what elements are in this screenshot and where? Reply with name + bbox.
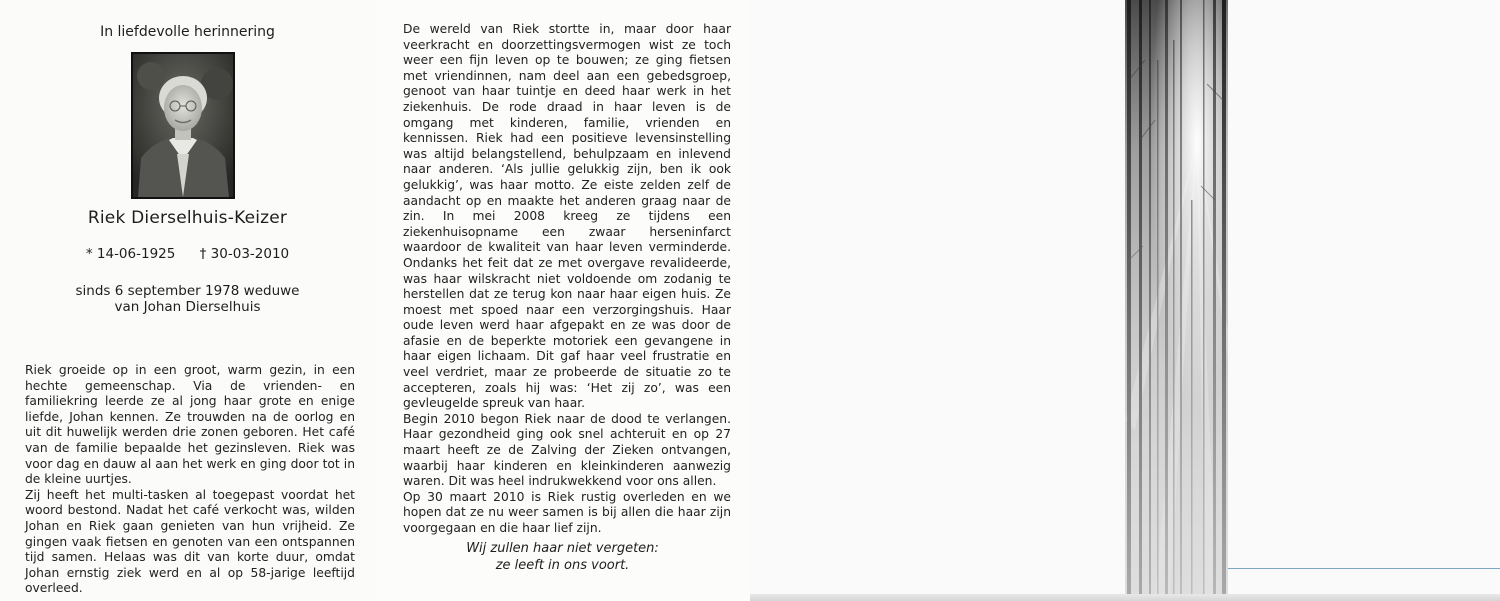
- story-paragraph: De wereld van Riek stortte in, maar door haar veerkracht en doorzettingsvermogen wist ze toch weer een fijn leven op te bouwen; ze ging fietsen met vriendinnen, nam deel aan een gebedsgroep, genoot van haar tuintje en deed haar werk in het ziekenhuis. De rode draad in haar leven is de omgang met kinderen, familie, vrienden en kennissen. Riek had een positieve levensinstelling was altijd belangstellend, behulpzaam en inlevend naar anderen. ‘Als jullie gelukkig zijn, ben ik ook gelukkig’, was haar motto. Ze eiste zelden zelf de aandacht op en maakte het anderen graag naar de zin. In mei 2008 kreeg ze tijdens een ziekenhuisopname een zwaar herseninfarct waardoor de kwaliteit van haar leven verminderde. Ondanks het feit dat ze met overgave revalideerde, was haar wilskracht niet voldoende om zodanig te herstellen dat ze terug kon naar haar eigen huis. Ze moest met spoed naar een verzorgingshuis. Haar oude leven werd haar afgepakt en ze was door de afasie en de beperkte motoriek een gevangene in haar eigen lichaam. Dit gaf haar veel frustratie en veel verdriet, maar ze probeerde de situatie zo te accepteren, zoals hij was: ‘Het zij zo’, was een gevleugelde spreuk van haar.: [403, 22, 731, 411]
- life-story-left: [25, 363, 355, 597]
- scan-edge: [750, 594, 1500, 601]
- story-paragraph: Zij heeft het multi-tasken al toegepast voordat het woord bestond. Nadat het café verkocht was, wilden Johan en Riek gaan genieten van hun vrijheid. Ze gingen vaak fietsen en genoten van een ontspannen tijd samen. Helaas was dit van korte duur, omdat Johan ernstig ziek werd en al op 58-jarige leeftijd overleed.: [25, 487, 355, 596]
- forest-image: [1125, 0, 1228, 597]
- closing-verse: [375, 540, 750, 574]
- portrait-photo: [131, 52, 235, 199]
- birth-date: * 14-06-1925: [85, 246, 176, 262]
- memorial-header: In liefdevolle herinnering: [100, 24, 275, 40]
- closing-line-1: Wij zullen haar niet vergeten:: [466, 541, 659, 556]
- story-paragraph: Op 30 maart 2010 is Riek rustig overleden en we hopen dat ze nu weer samen is bij allen die haar zijn voorgegaan en die haar lief zijn.: [403, 489, 731, 535]
- closing-line-2: ze leeft in ons voort.: [495, 558, 630, 573]
- life-dates: [0, 246, 375, 262]
- accent-line: [1228, 568, 1500, 569]
- deceased-name: Riek Dierselhuis-Keizer: [87, 208, 288, 228]
- story-paragraph: Riek groeide op in een groot, warm gezin, in een hechte gemeenschap. Via de vrienden- en familiekring leerde ze al jong haar grote en enige liefde, Johan kennen. Ze trouwden na de oorlog en uit dit huwelijk werden drie zonen geboren. Het café van de familie bepaalde het gezinsleven. Riek was voor dag en dauw al aan het werk en ging door tot in de kleine uurtjes.: [25, 363, 355, 487]
- left-panel: [0, 0, 375, 601]
- life-story-middle: [403, 22, 731, 537]
- story-paragraph: Begin 2010 begon Riek naar de dood te verlangen. Haar gezondheid ging ook snel achteruit en op 27 maart heeft ze de Zalving der Zieken ontvangen, waarbij haar kinderen en kleinkinderen aanwezig waren. Dit was heel indrukwekkend voor ons allen.: [403, 411, 731, 489]
- widow-line-1: sinds 6 september 1978 weduwe: [75, 283, 300, 299]
- widow-line-2: van Johan Dierselhuis: [114, 299, 261, 315]
- widow-note: [0, 283, 375, 315]
- death-date: † 30-03-2010: [199, 246, 290, 262]
